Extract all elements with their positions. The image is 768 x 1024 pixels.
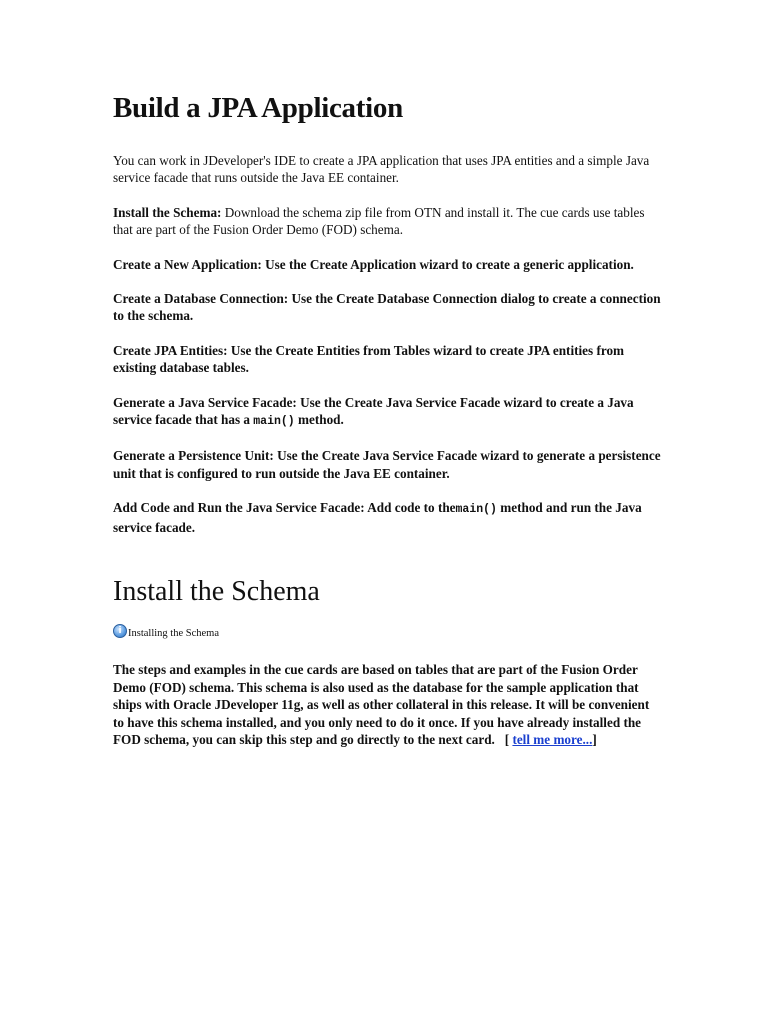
info-text: Installing the Schema: [128, 628, 219, 640]
more-bracket-open: [: [494, 732, 513, 748]
info-icon[interactable]: i: [113, 624, 127, 638]
step-text: Add code to the: [364, 500, 456, 516]
step-label: Create a New Application:: [113, 256, 262, 272]
section-heading: Install the Schema: [113, 576, 320, 608]
step-label: Create a Database Connection:: [113, 291, 289, 307]
section-body: [113, 661, 661, 749]
info-line: [113, 626, 661, 642]
step-text-after: method and run the Java service facade.: [113, 500, 642, 535]
code-main: main(): [253, 415, 295, 429]
step-text-after: method.: [294, 412, 344, 428]
step-label: Generate a Persistence Unit:: [113, 448, 274, 464]
document-page: [113, 88, 661, 749]
tell-me-more-link[interactable]: tell me more...: [512, 732, 593, 748]
step-text: Use the Create Java Service Facade wizard to generate a persistence unit that is configured to run outside the Java EE container.: [113, 448, 661, 481]
code-main: main(): [455, 503, 497, 517]
step-install-schema: [113, 204, 661, 239]
step-text: Use the Create Entities from Tables wizard to create JPA entities from existing database tables.: [113, 342, 625, 376]
step-text: Use the Create Application wizard to create a generic application.: [261, 256, 634, 272]
step-add-code-run-facade: [113, 499, 661, 536]
step-create-jpa-entities: [113, 342, 661, 377]
step-label: Install the Schema:: [113, 204, 222, 220]
page-title: Build a JPA Application: [113, 92, 403, 124]
intro-paragraph: You can work in JDeveloper's IDE to create a JPA application that uses JPA entities and a simple Java service facade that runs outside the Java EE container.: [113, 153, 650, 186]
step-label: Create JPA Entities:: [113, 342, 228, 358]
section-body-text: The steps and examples in the cue cards are based on tables that are part of the Fusion Order Demo (FOD) schema. This schema is also used as the database for the sample application that ships with Oracle JDeveloper 11g, as well as other collateral in this release. It will be convenient to have this schema installed, and you only need to do it once. If you have already installed the FOD schema, you can skip this step and go directly to the next card.: [113, 662, 650, 748]
step-generate-persistence-unit: [113, 447, 661, 482]
step-create-db-connection: [113, 290, 661, 325]
more-bracket-close: ]: [592, 732, 597, 748]
step-text: Use the Create Database Connection dialog to create a connection to the schema.: [113, 291, 661, 324]
step-text: Download the schema zip file from OTN and install it. The cue cards use tables that are part of the Fusion Order Demo (FOD) schema.: [113, 204, 645, 238]
step-label: Generate a Java Service Facade:: [113, 394, 297, 410]
step-label: Add Code and Run the Java Service Facade:: [113, 500, 365, 516]
step-generate-service-facade: [113, 394, 661, 431]
step-text: Use the Create Java Service Facade wizard to create a Java service facade that has a: [113, 394, 634, 428]
step-create-application: [113, 256, 661, 273]
